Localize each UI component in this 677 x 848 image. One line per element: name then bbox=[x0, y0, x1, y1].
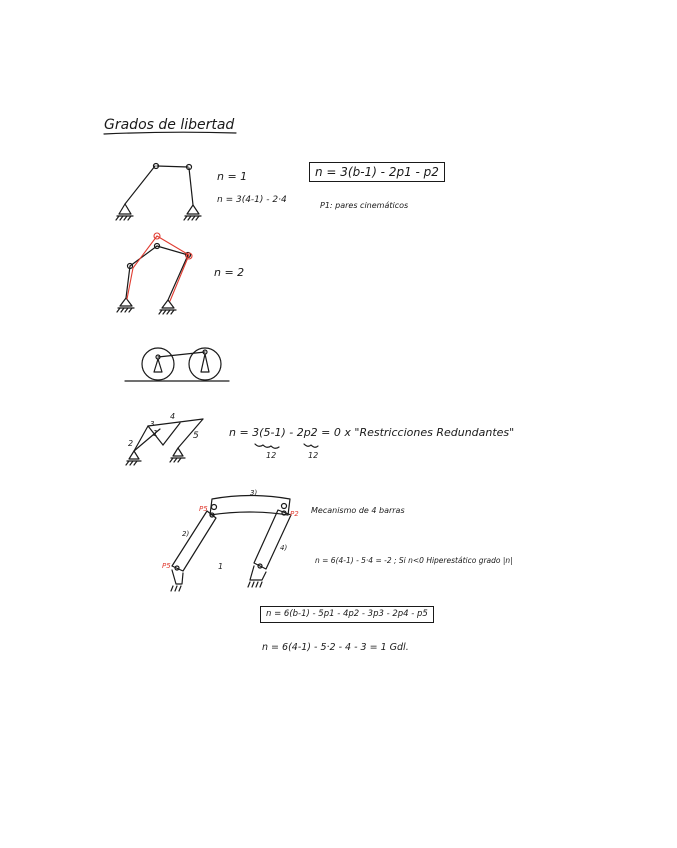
n-calc-1: n = 3(4-1) - 2·4 bbox=[217, 195, 287, 205]
label-top-bar: 3) bbox=[250, 489, 258, 497]
label-p2-top: P2 bbox=[290, 510, 299, 518]
dof-formula-spatial: n = 6(b-1) - 5p1 - 4p2 - 3p3 - 2p4 - p5 bbox=[260, 606, 434, 623]
label-right-bar: 4) bbox=[280, 544, 288, 552]
under-brace-b: 12 bbox=[308, 451, 319, 460]
under-brace-a: 12 bbox=[266, 451, 277, 460]
label-p5-bottom: P5 bbox=[162, 562, 171, 570]
dof-formula-planar: n = 3(b-1) - 2p1 - p2 bbox=[309, 162, 445, 182]
mechanism-3d bbox=[171, 496, 291, 592]
label-left-bar: 2) bbox=[182, 530, 190, 538]
p1-note: P1: pares cinemáticos bbox=[320, 201, 409, 210]
n-value-1: n = 1 bbox=[217, 170, 248, 183]
label-link-left: 2 bbox=[128, 439, 134, 448]
page-title: Grados de libertad bbox=[104, 117, 235, 133]
label-link-top: 4 bbox=[170, 412, 176, 421]
n-value-2: n = 2 bbox=[214, 266, 245, 279]
label-link-middle: 1 bbox=[153, 429, 159, 438]
two-wheels bbox=[125, 348, 229, 381]
dof-formula-4: n = 3(5-1) - 2p2 = 0 x "Restricciones Redundantes" bbox=[229, 426, 515, 439]
linkage-1 bbox=[116, 164, 201, 221]
mechanism-note: Mecanismo de 4 barras bbox=[311, 506, 405, 515]
n-calc-5: n = 6(4-1) - 5·4 = -2 ; Si n<0 Hiperestático grado |n| bbox=[315, 556, 513, 565]
label-node-a: 3 bbox=[150, 420, 155, 428]
label-link-right: 5 bbox=[193, 431, 199, 441]
label-p5-top: P5 bbox=[199, 505, 208, 513]
dof-result: n = 6(4-1) - 5·2 - 4 - 3 = 1 Gdl. bbox=[262, 642, 409, 653]
label-ground: 1 bbox=[218, 562, 224, 571]
